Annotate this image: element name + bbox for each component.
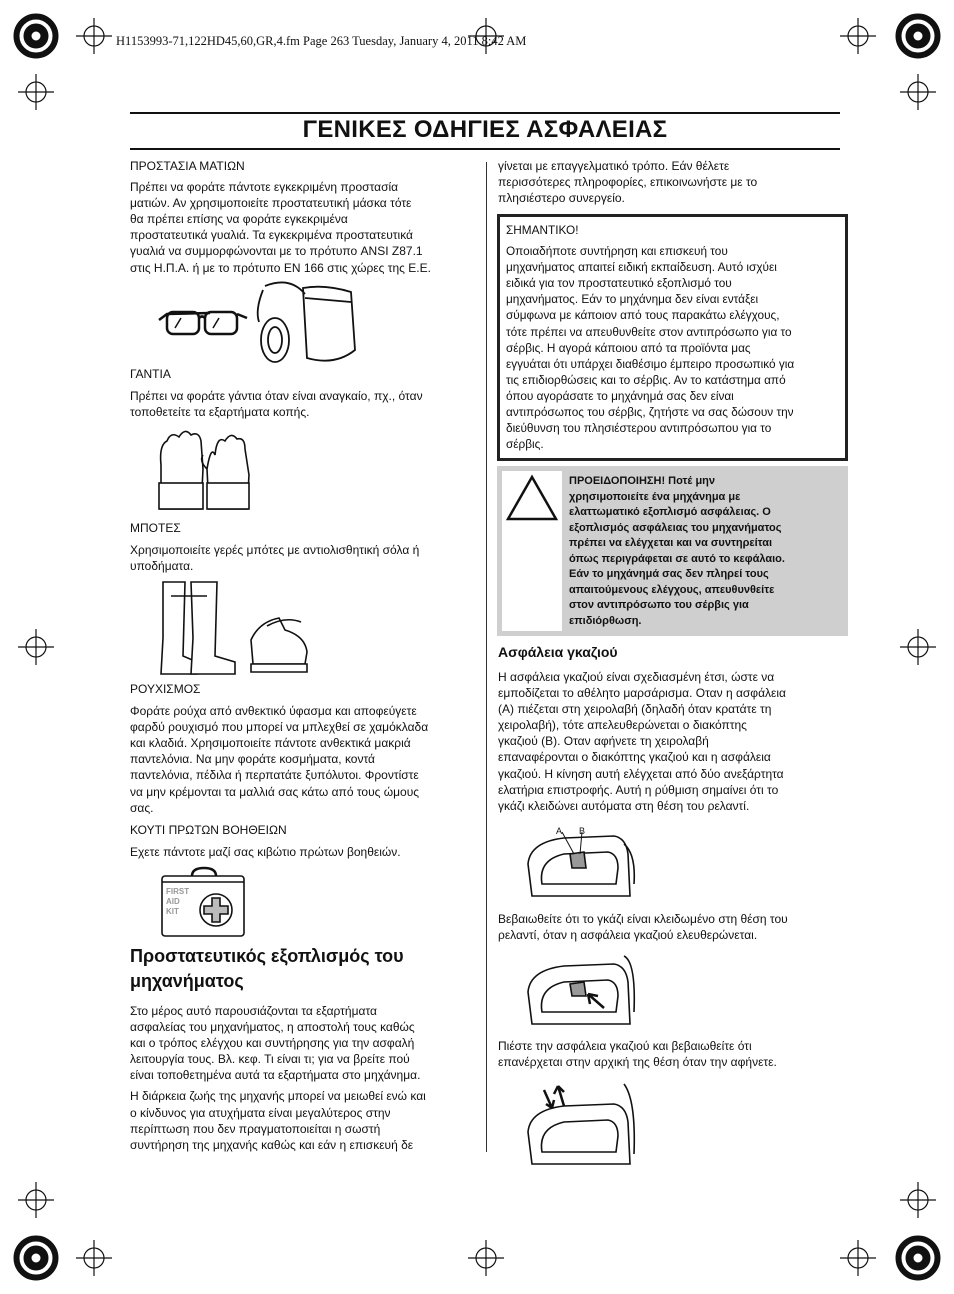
warning-icon-panel [502,471,562,631]
firstaid-heading: ΚΟΥΤΙ ΠΡΩΤΩΝ ΒΟΗΘΕΙΩΝ [130,822,287,837]
check2-text: Πιέστε την ασφάλεια γκαζιού και βεβαιωθείτε ότι επανέρχεται στην αρχική της θέση όταν την αφήνετε. [498,1039,777,1070]
left-column [130,158,476,276]
kit-label-kit: KIT [166,907,179,916]
lockout-heading: Ασφάλεια γκαζιού [498,644,618,660]
right-continuation: γίνεται με επαγγελματικό τρόπο. Εάν θέλετε περισσότερες πληροφορίες, επικοινωνήστε με το πλησιέστερο συνεργείο. [498,159,758,206]
warning-box [497,466,848,636]
machine-section [130,944,476,1153]
column-divider [486,162,487,1152]
eye-protection-illustration [155,280,365,368]
warning-text: ΠΡΟΕΙΔΟΠΟΙΗΣΗ! Ποτέ μην χρησιμοποιείτε ένα μηχάνημα με ελαττωματικό εξοπλισμό ασφάλειας. Ο εξοπλισμός ασφάλειας του μηχανήματος πρέπει να ελέγχεται και να συντηρείται όπως περιγράφεται σε αυτό το κεφάλαιο. Εάν το μηχάνημά σας δεν πληρεί τους απαιτούμενους ελέγχους, απευθυνθείτε στον αντιπρόσωπο του σέρβις για επιδιόρθωση. [569,475,785,627]
label-b: B [579,826,586,836]
rosette-icon [14,14,58,58]
important-box: ΣΗΜΑΝΤΙΚΟ! Οποιαδήποτε συντήρηση και επισκευή του μηχανήματος απαιτεί ειδική εκπαίδευση. Αυτό ισχύει ειδικά για τον προστατευτικό εξοπλισμό του μηχανήματος. Εάν το μηχάνημα δεν είναι εντάξει σύμφωνα με κάποιον από τους παρακάτω ελέγχους, τότε πρέπει να απευθυνθείτε στον αντιπρόσωπο για το σέρβις. Η αγορά κάποιου από τα προϊόντα μας εγγυάται ότι υπάρχει διαθέσιμο έμπειρο προσωπικό για τις επιδιορθώσεις και το σέρβις. Αν το κατάστημα από όπου αγοράσατε το μηχάνημά σας δεν είναι αντιπρόσωπος του σέρβις, ζητήστε να σας δώσουν την διεύθυνση του πλησιέστερου αντιπρόσωπου για το σέρβις. [497,214,848,461]
gloves-section: ΓΑΝΤΙΑ Πρέπει να φοράτε γάντια όταν είναι αναγκαίο, πχ., όταν τοποθετείτε τα εξαρτήματα κοπής. [130,366,476,420]
lockout-section [498,644,840,814]
title-rule-bottom [130,148,840,150]
lockout-text: Η ασφάλεια γκαζιού είναι σχεδιασμένη έτσι, ώστε να εμποδίζεται το αθέλητο μαρσάρισμα. Οταν η ασφάλεια (A) πιέζεται στη χειρολαβή (δηλαδή όταν κρατάτε τη χειρολαβή), τότε απελευθερώνεται ο διακόπτης γκαζιού (B). Οταν αφήνετε τη χειρολαβή επαναφέρονται ο διακόπτης γκαζιού και η ασφάλεια γκαζιού. Η κίνηση αυτή ελέγχεται από δύο ανεξάρτητα ελατήρια επιστροφής. Αυτή η ρύθμιση σημαίνει ότι το γκάζι κλειδώνει αυτόματα στη θέση του ρελαντί. [498,670,786,813]
visor-earmuff-icon [258,282,355,362]
machine-p1: Στο μέρος αυτό παρουσιάζονται τα εξαρτήματα ασφαλείας του μηχανήματος, η αποστολή τους καθώς και ο τρόπος ελέγχου και συντήρησης για την ασφαλή λειτουργία τους. Βλ. κεφ. Τι είναι τι; για να βρείτε πού είναι τοποθετημένα αυτά τα εξαρτήματα στο μηχάνημα. [130,1004,421,1083]
label-a: A [556,826,563,836]
boots-illustration [155,578,315,680]
machine-p2: Η διάρκεια ζωής της μηχανής μπορεί να μειωθεί ενώ και ο κίνδυνος για ατυχήματα είναι μεγαλύτερος στην περίπτωση που δεν πραγματοποιείται η σωστή συντήρηση της μηχανής καθώς και εάν η επισκευή δε [130,1089,426,1152]
file-info-header: H1153993-71,122HD45,60,GR,4.fm Page 263 Tuesday, January 4, 2011 8:42 AM [116,34,527,48]
rosette-icon [896,1236,940,1280]
rosette-icon [14,1236,58,1280]
check1-text: Βεβαιωθείτε ότι το γκάζι είναι κλειδωμένο στη θέση του ρελαντί, όταν η ασφάλεια γκαζιού ελευθερώνεται. [498,912,788,943]
boots-heading: ΜΠΟΤΕΣ [130,521,181,535]
boots-section: ΜΠΟΤΕΣ Χρησιμοποιείτε γερές μπότες με αντιολισθητική σόλα ή υποδήματα. [130,520,476,574]
clothing-section: ΡΟΥΧΙΣΜΟΣ Φοράτε ρούχα από ανθεκτικό ύφασμα και αποφεύγετε φαρδύ ρουχισμό που μπορεί να μπλεχθεί σε χαμόκλαδα και κλαδιά. Χρησιμοποιείτε πάντοτε ανθεκτικά μακριά παντελόνια. Να μην φοράτε κοσμήματα, κοντά παντελόνια, πέδιλα ή περπατάτε ξυπόλυτοι. Φροντίστε να μην κρέμονται τα μαλλιά σας κάτω από τους ώμους σας. ΚΟΥΤΙ ΠΡΩΤΩΝ ΒΟΗΘΕΙΩΝ Εχετε πάντοτε μαζί σας κιβώτιο πρώτων βοηθειών. [130,681,476,860]
kit-label-first: FIRST [166,887,190,896]
gloves-illustration [155,425,255,517]
eyes-heading: ΠΡΟΣΤΑΣΙΑ ΜΑΤΙΩΝ [130,159,245,173]
machine-heading: Προστατευτικός εξοπλισμός του μηχανήματος [130,946,404,991]
rosette-icon [896,14,940,58]
first-aid-kit-illustration [158,868,250,940]
page-title: ΓΕΝΙΚΕΣ ΟΔΗΓΙΕΣ ΑΣΦΑΛΕΙΑΣ [302,116,668,143]
important-heading: ΣΗΜΑΝΤΙΚΟ! [506,223,579,237]
warning-triangle-icon [502,471,562,531]
handle-illustration-1 [524,824,644,904]
handle-illustration-2 [524,952,644,1032]
eyes-text: Πρέπει να φοράτε πάντοτε εγκεκριμένη προστασία ματιών. Αν χρησιμοποιείτε προστατευτική μάσκα τότε θα πρέπει επίσης να φοράτε εγκεκριμένα προστατευτικά γυαλιά. Τα εγκεκριμένα προστατευτικά γυαλιά να συμμορφώνονται με το πρότυπο ANSI Z87.1 στις Η.Π.Α. ή με το πρότυπο EN 166 στις χώρες της Ε.Ε. [130,180,431,275]
clothing-heading: ΡΟΥΧΙΣΜΟΣ [130,682,201,696]
kit-label-aid: AID [166,897,180,906]
gloves-heading: ΓΑΝΤΙΑ [130,367,171,381]
title-rule-top [130,112,840,114]
handle-illustration-3 [524,1080,644,1172]
safety-glasses-icon [159,312,247,334]
